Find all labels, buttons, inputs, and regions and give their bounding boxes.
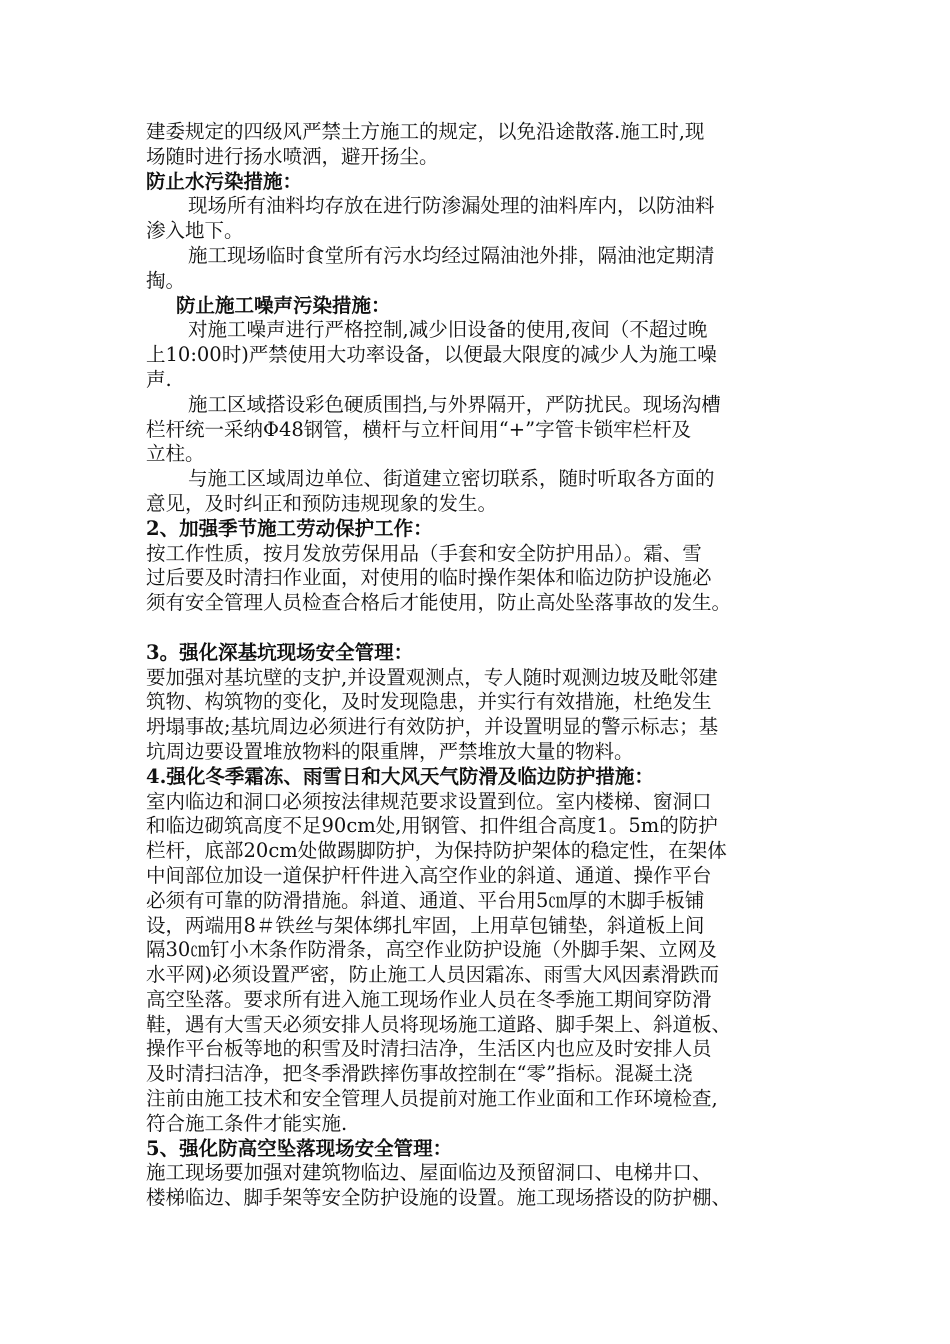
text-line-32: 必须有可靠的防滑措施。斜道、通道、平台用5㎝厚的木脚手板铺 [146, 888, 705, 912]
text-line-41: 符合施工条件才能实施. [146, 1111, 348, 1135]
text-line-30: 栏杆，底部20cm处做踢脚防护，为保持防护架体的稳定性，在架体 [146, 839, 727, 863]
text-line-20: 须有安全管理人员检查合格后才能使用，防止高处坠落事故的发生。 [146, 591, 732, 615]
text-line-19: 过后要及时清扫作业面，对使用的临时操作架体和临边防护设施必 [146, 566, 712, 590]
text-line-25: 坍塌事故;基坑周边必须进行有效防护，并设置明显的警示标志；基 [146, 715, 719, 739]
text-line-23: 要加强对基坑壁的支护,并设置观测点，专人随时观测边坡及毗邻建 [146, 665, 718, 689]
text-line-35: 水平网)必须设置严密，防止施工人员因霜冻、雨雪大风因素滑跌而 [146, 963, 720, 987]
text-line-43: 施工现场要加强对建筑物临边、屋面临边及预留洞口、电梯井口、 [146, 1161, 712, 1185]
text-line-29: 和临边砌筑高度不足90cm处,用钢管、扣件组合高度1。5m的防护 [146, 814, 718, 838]
text-line-5: 渗入地下。 [146, 219, 244, 243]
section-heading-noise-pollution: 防止施工噪声污染措施： [176, 293, 391, 317]
text-line-12: 施工区域搭设彩色硬质围挡,与外界隔开，严防扰民。现场沟槽 [188, 392, 721, 416]
text-line-6: 施工现场临时食堂所有污水均经过隔油池外排，隔油池定期清 [188, 243, 715, 267]
text-line-39: 及时清扫洁净，把冬季滑跌摔伤事故控制在“零”指标。混凝土浇 [146, 1062, 693, 1086]
text-line-40: 注前由施工技术和安全管理人员提前对施工作业面和工作环境检查, [146, 1087, 718, 1111]
text-line-10: 上10:00时)严禁使用大功率设备，以便最大限度的减少人为施工噪 [146, 343, 717, 367]
text-line-24: 筑物、构筑物的变化，及时发现隐患，并实行有效措施，杜绝发生 [146, 690, 712, 714]
text-line-16: 意见，及时纠正和预防违规现象的发生。 [146, 491, 498, 515]
text-line-9: 对施工噪声进行严格控制,减少旧设备的使用,夜间（不超过晚 [188, 318, 708, 342]
text-line-37: 鞋，遇有大雪天必须安排人员将现场施工道路、脚手架上、斜道板、 [146, 1012, 732, 1036]
text-line-33: 设，两端用8＃铁丝与架体绑扎牢固，上用草包铺垫，斜道板上间 [146, 913, 705, 937]
text-line-4: 现场所有油料均存放在进行防渗漏处理的油料库内，以防油料 [188, 194, 715, 218]
text-line-2: 场随时进行扬水喷洒，避开扬尘。 [146, 144, 439, 168]
section-heading-water-pollution: 防止水污染措施： [146, 169, 303, 193]
text-line-7: 掏。 [146, 268, 186, 292]
text-line-18: 按工作性质，按月发放劳保用品（手套和安全防护用品）。霜、雪 [146, 541, 702, 565]
text-line-14: 立柱。 [146, 442, 205, 466]
text-line-28: 室内临边和洞口必须按法律规范要求设置到位。室内楼梯、窗洞口 [146, 789, 712, 813]
text-line-36: 高空坠落。要求所有进入施工现场作业人员在冬季施工期间穿防滑 [146, 987, 712, 1011]
text-line-13: 栏杆统一采纳Φ48钢管，横杆与立杆间用“+”字管卡锁牢栏杆及 [146, 417, 692, 441]
text-line-26: 坑周边要设置堆放物料的限重牌，严禁堆放大量的物料。 [146, 739, 634, 763]
section-heading-fall-prevention: 5、强化防高空坠落现场安全管理： [146, 1136, 453, 1160]
section-heading-seasonal-protection: 2、加强季节施工劳动保护工作： [146, 516, 433, 540]
text-line-38: 操作平台板等地的积雪及时清扫洁净，生活区内也应及时安排人员 [146, 1037, 712, 1061]
text-line-1: 建委规定的四级风严禁土方施工的规定，以免沿途散落.施工时,现 [146, 120, 705, 143]
text-line-11: 声. [146, 367, 172, 391]
text-line-34: 隔30㎝钉小木条作防滑条，高空作业防护设施（外脚手架、立网及 [146, 938, 717, 962]
document-page [146, 120, 816, 1211]
text-line-44: 楼梯临边、脚手架等安全防护设施的设置。施工现场搭设的防护棚、 [146, 1186, 732, 1210]
section-heading-foundation-pit: 3。强化深基坑现场安全管理： [146, 640, 414, 664]
section-heading-winter-measures: 4.强化冬季霜冻、雨雪日和大风天气防滑及临边防护措施： [146, 764, 654, 788]
blank-line [146, 616, 816, 641]
text-line-15: 与施工区域周边单位、街道建立密切联系，随时听取各方面的 [188, 467, 715, 491]
text-line-31: 中间部位加设一道保护杆件进入高空作业的斜道、通道、操作平台 [146, 863, 712, 887]
